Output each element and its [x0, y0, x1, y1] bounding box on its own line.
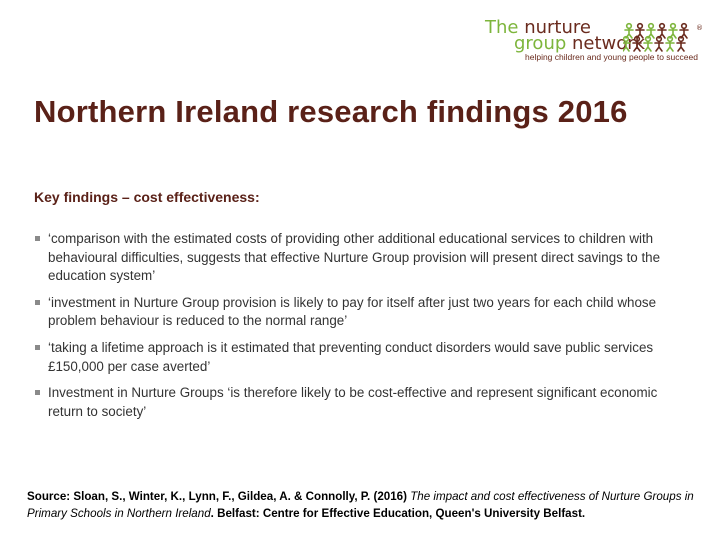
logo-registered-mark: ®: [696, 24, 703, 32]
logo-word-nurture: nurture: [524, 17, 591, 38]
logo-person-figure-icon: [623, 37, 630, 51]
bullet-square-icon: [35, 390, 40, 395]
logo-tagline: helping children and young people to succeed: [525, 52, 698, 62]
logo-word-the: The: [485, 17, 525, 38]
citation-authors: Source: Sloan, S., Winter, K., Lynn, F., Gildea, A. & Connolly, P. (2016): [27, 490, 411, 503]
logo-person-figure-icon: [666, 37, 674, 51]
finding-item: [34, 384, 684, 421]
finding-item: [34, 230, 684, 286]
finding-text: ‘investment in Nurture Group provision is likely to pay for itself after just two years for each child whose problem behaviour is reduced to the normal range’: [48, 294, 657, 329]
logo-word-network: network: [572, 33, 646, 54]
nurture-group-network-logo: [482, 16, 704, 64]
finding-text: ‘comparison with the estimated costs of providing other additional educational services to children with behavioural difficulties, suggests that effective Nurture Group provision will present direct savings to the education system’: [48, 231, 661, 284]
logo-person-figure-icon: [636, 24, 644, 38]
source-citation: [27, 488, 697, 522]
logo-person-figure-icon: [669, 24, 677, 38]
page-title: Northern Ireland research findings 2016: [34, 94, 628, 129]
bullet-square-icon: [35, 345, 40, 350]
logo-people-figures-icon: [623, 22, 703, 54]
logo-person-figure-icon: [658, 24, 666, 38]
logo-person-figure-icon: [633, 37, 641, 51]
logo-word-group: group: [514, 33, 572, 54]
finding-item: [34, 294, 684, 331]
section-subtitle: Key findings – cost effectiveness:: [34, 189, 260, 205]
finding-text: Investment in Nurture Groups ‘is therefore likely to be cost-effective and represent significant economic return to society’: [48, 385, 658, 419]
finding-text: ‘taking a lifetime approach is it estimated that preventing conduct disorders would save public services £150,000 per case averted’: [48, 339, 654, 374]
logo-person-figure-icon: [655, 37, 663, 51]
findings-list: [34, 230, 684, 429]
logo-person-figure-icon: [625, 24, 633, 38]
finding-item: [34, 339, 684, 376]
citation-publisher: . Belfast: Centre for Effective Education, Queen's University Belfast.: [210, 507, 586, 520]
bullet-square-icon: [35, 300, 40, 305]
bullet-square-icon: [35, 236, 40, 241]
citation-title: The impact and cost effectiveness of Nurture Groups in Primary Schools in Northern Ireland: [27, 490, 694, 520]
logo-person-figure-icon: [647, 24, 655, 38]
logo-person-figure-icon: [680, 24, 688, 38]
logo-person-figure-icon: [644, 37, 652, 51]
logo-person-figure-icon: [677, 37, 685, 51]
